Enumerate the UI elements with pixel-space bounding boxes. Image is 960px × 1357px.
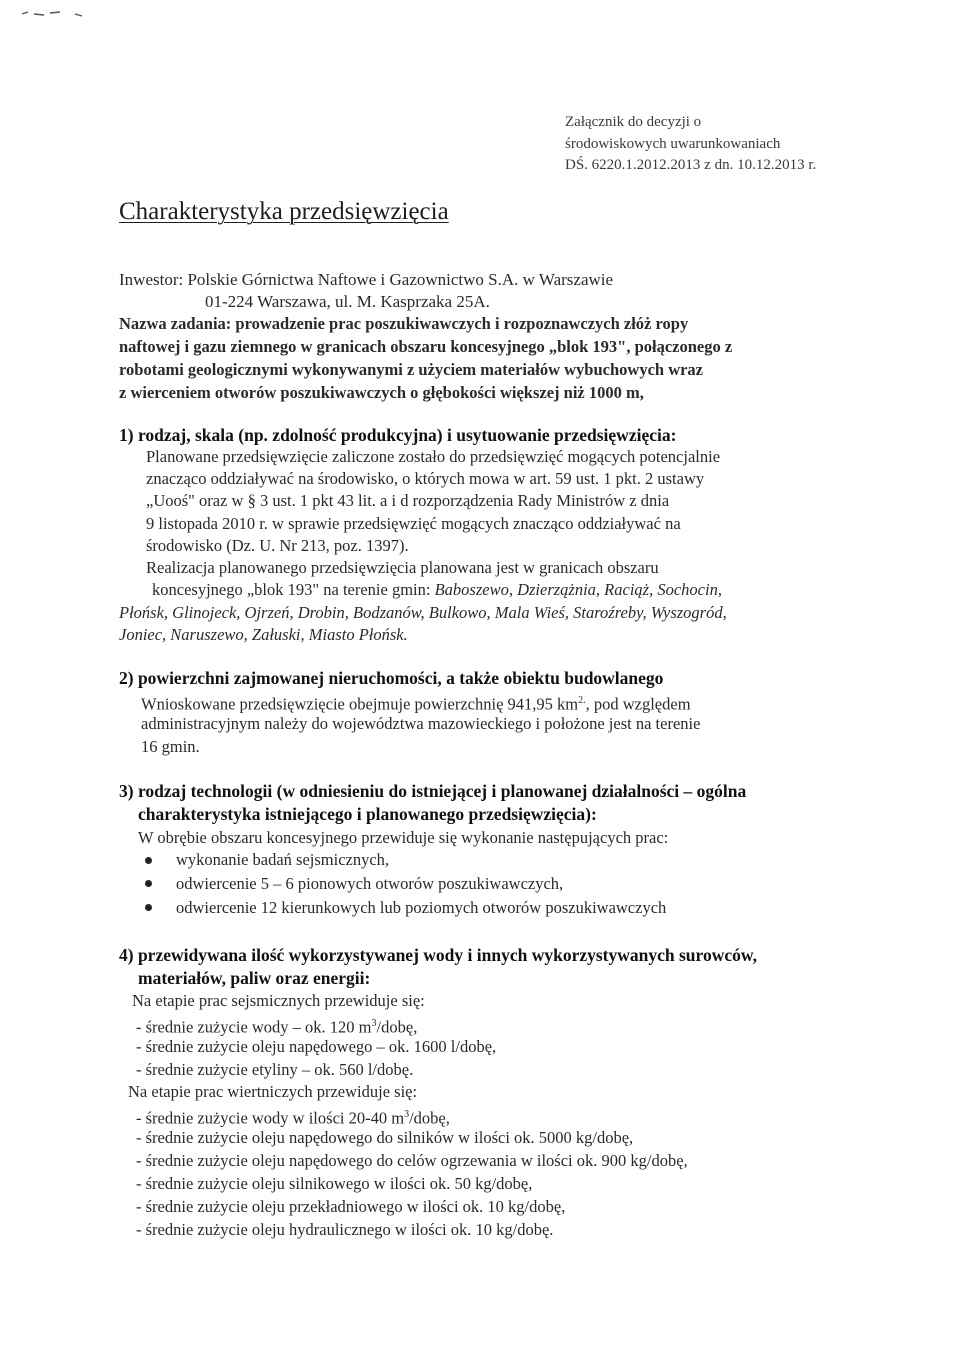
investor-line-2: 01-224 Warszawa, ul. M. Kasprzaka 25A. (205, 292, 490, 311)
section-4-drilling-item-2: - średnie zużycie oleju napędowego do silników w ilości ok. 5000 kg/dobę, (136, 1128, 634, 1147)
section-1-line-7-text: koncesyjnego „blok 193" na terenie gmin: (152, 580, 435, 599)
section-1-line-4: 9 listopada 2010 r. w sprawie przedsięwzięć mogących znacząco oddziaływać na (146, 514, 681, 533)
section-1-communes-3: Joniec, Naruszewo, Załuski, Miasto Płońsk. (119, 625, 408, 644)
section-4-seismic-item-1-tail: /dobę, (376, 1017, 418, 1037)
attachment-line-2: środowiskowych uwarunkowaniach (565, 135, 781, 152)
section-4-heading-2: materiałów, paliw oraz energii: (138, 968, 371, 988)
attachment-line-1: Załącznik do decyzji o (565, 114, 702, 130)
section-1-heading: 1) rodzaj, skala (np. zdolność produkcyjna) i usytuowanie przedsięwzięcia: (119, 425, 677, 445)
section-4-drilling-superscript: 3 (404, 1109, 410, 1120)
section-1-communes-1: Baboszewo, Dzierzążnia, Raciąż, Sochocin, (434, 580, 722, 599)
attachment-note (565, 112, 816, 177)
section-2-line-1-text: Wnioskowane przedsięwzięcie obejmuje powierzchnię 941,95 km (141, 694, 579, 714)
section-4-drilling-intro: Na etapie prac wiertniczych przewiduje się: (128, 1082, 418, 1101)
task-line-2: naftowej i gazu ziemnego w granicach obszaru koncesyjnego „blok 193", połączonego z (119, 337, 733, 356)
bullet-icon (145, 880, 152, 887)
task-line-3: robotami geologicznymi wykonywanymi z użyciem materiałów wybuchowych wraz (119, 360, 704, 379)
section-1-line-2: znacząco oddziaływać na środowisko, o których mowa w art. 59 ust. 1 pkt. 2 ustawy (146, 469, 705, 488)
investor-line-1: Inwestor: Polskie Górnictwa Naftowe i Gazownictwo S.A. w Warszawie (119, 270, 614, 289)
section-4-heading-1: 4) przewidywana ilość wykorzystywanej wody i innych wykorzystywanych surowców, (119, 945, 757, 965)
section-4-drilling-item-6: - średnie zużycie oleju hydraulicznego w ilości ok. 10 kg/dobę. (136, 1220, 554, 1239)
section-4-drilling-item-5: - średnie zużycie oleju przekładniowego w ilości ok. 10 kg/dobę, (136, 1197, 566, 1216)
section-1-communes-2: Płońsk, Glinojeck, Ojrzeń, Drobin, Bodzanów, Bulkowo, Mala Wieś, Staroźreby, Wyszogród, (119, 603, 727, 622)
task-line-1: Nazwa zadania: prowadzenie prac poszukiwawczych i rozpoznawczych złóż ropy (119, 314, 689, 333)
section-3-intro: W obrębie obszaru koncesyjnego przewiduje się wykonanie następujących prac: (138, 828, 669, 847)
bullet-icon (145, 857, 152, 864)
section-1-line-5: środowisko (Dz. U. Nr 213, poz. 1397). (146, 536, 409, 555)
section-2-line-3: 16 gmin. (141, 737, 200, 756)
section-4-seismic-intro: Na etapie prac sejsmicznych przewiduje się: (132, 991, 425, 1010)
section-3-bullet-2: odwiercenie 5 – 6 pionowych otworów poszukiwawczych, (176, 874, 564, 893)
scan-smudge (20, 8, 100, 18)
section-3-bullet-1: wykonanie badań sejsmicznych, (176, 850, 390, 869)
section-2-superscript: 2. (578, 695, 586, 706)
bullet-icon (145, 904, 152, 911)
section-4-seismic-item-1-text: - średnie zużycie wody – ok. 120 m (136, 1017, 372, 1037)
section-1-line-6: Realizacja planowanego przedsięwzięcia planowana jest w granicach obszaru (146, 558, 659, 577)
section-4-seismic-item-2: - średnie zużycie oleju napędowego – ok. 1600 l/dobę, (136, 1037, 497, 1056)
section-4-drilling-item-1-tail: /dobę, (409, 1108, 450, 1128)
section-2-heading: 2) powierzchni zajmowanej nieruchomości, a także obiektu budowlanego (119, 668, 664, 688)
section-4-drilling-item-4: - średnie zużycie oleju silnikowego w ilości ok. 50 kg/dobę, (136, 1174, 533, 1193)
section-4-drilling-item-3: - średnie zużycie oleju napędowego do celów ogrzewania w ilości ok. 900 kg/dobę, (136, 1151, 688, 1170)
section-1-line-3: „Uooś" oraz w § 3 ust. 1 pkt 43 lit. a i d rozporządzenia Rady Ministrów z dnia (146, 491, 670, 510)
section-4-seismic-item-3: - średnie zużycie etyliny – ok. 560 l/dobę. (136, 1060, 414, 1079)
section-3-heading-2: charakterystyka istniejącego i planowanego przedsięwzięcia): (138, 804, 597, 824)
section-1-line-1: Planowane przedsięwzięcie zaliczone zostało do przedsięwzięć mogących potencjalnie (146, 447, 721, 466)
document-title: Charakterystyka przedsięwzięcia (119, 198, 449, 225)
attachment-line-3: DŚ. 6220.1.2012.2013 z dn. 10.12.2013 r. (565, 157, 817, 173)
section-2-line-1-tail: , pod względem (585, 694, 691, 714)
section-2-line-2: administracyjnym należy do województwa mazowieckiego i położone jest na terenie (141, 714, 701, 733)
section-3-heading-1: 3) rodzaj technologii (w odniesieniu do istniejącej i planowanej działalności – ogólna (119, 781, 747, 801)
section-4-drilling-item-1-text: - średnie zużycie wody w ilości 20-40 m (136, 1108, 405, 1128)
section-1-line-7 (152, 578, 722, 601)
task-line-4: z wierceniem otworów poszukiwawczych o głębokości większej niż 1000 m, (119, 383, 644, 402)
section-4-seismic-superscript: 3 (371, 1018, 377, 1029)
section-3-bullet-3: odwiercenie 12 kierunkowych lub poziomych otworów poszukiwawczych (176, 898, 667, 917)
